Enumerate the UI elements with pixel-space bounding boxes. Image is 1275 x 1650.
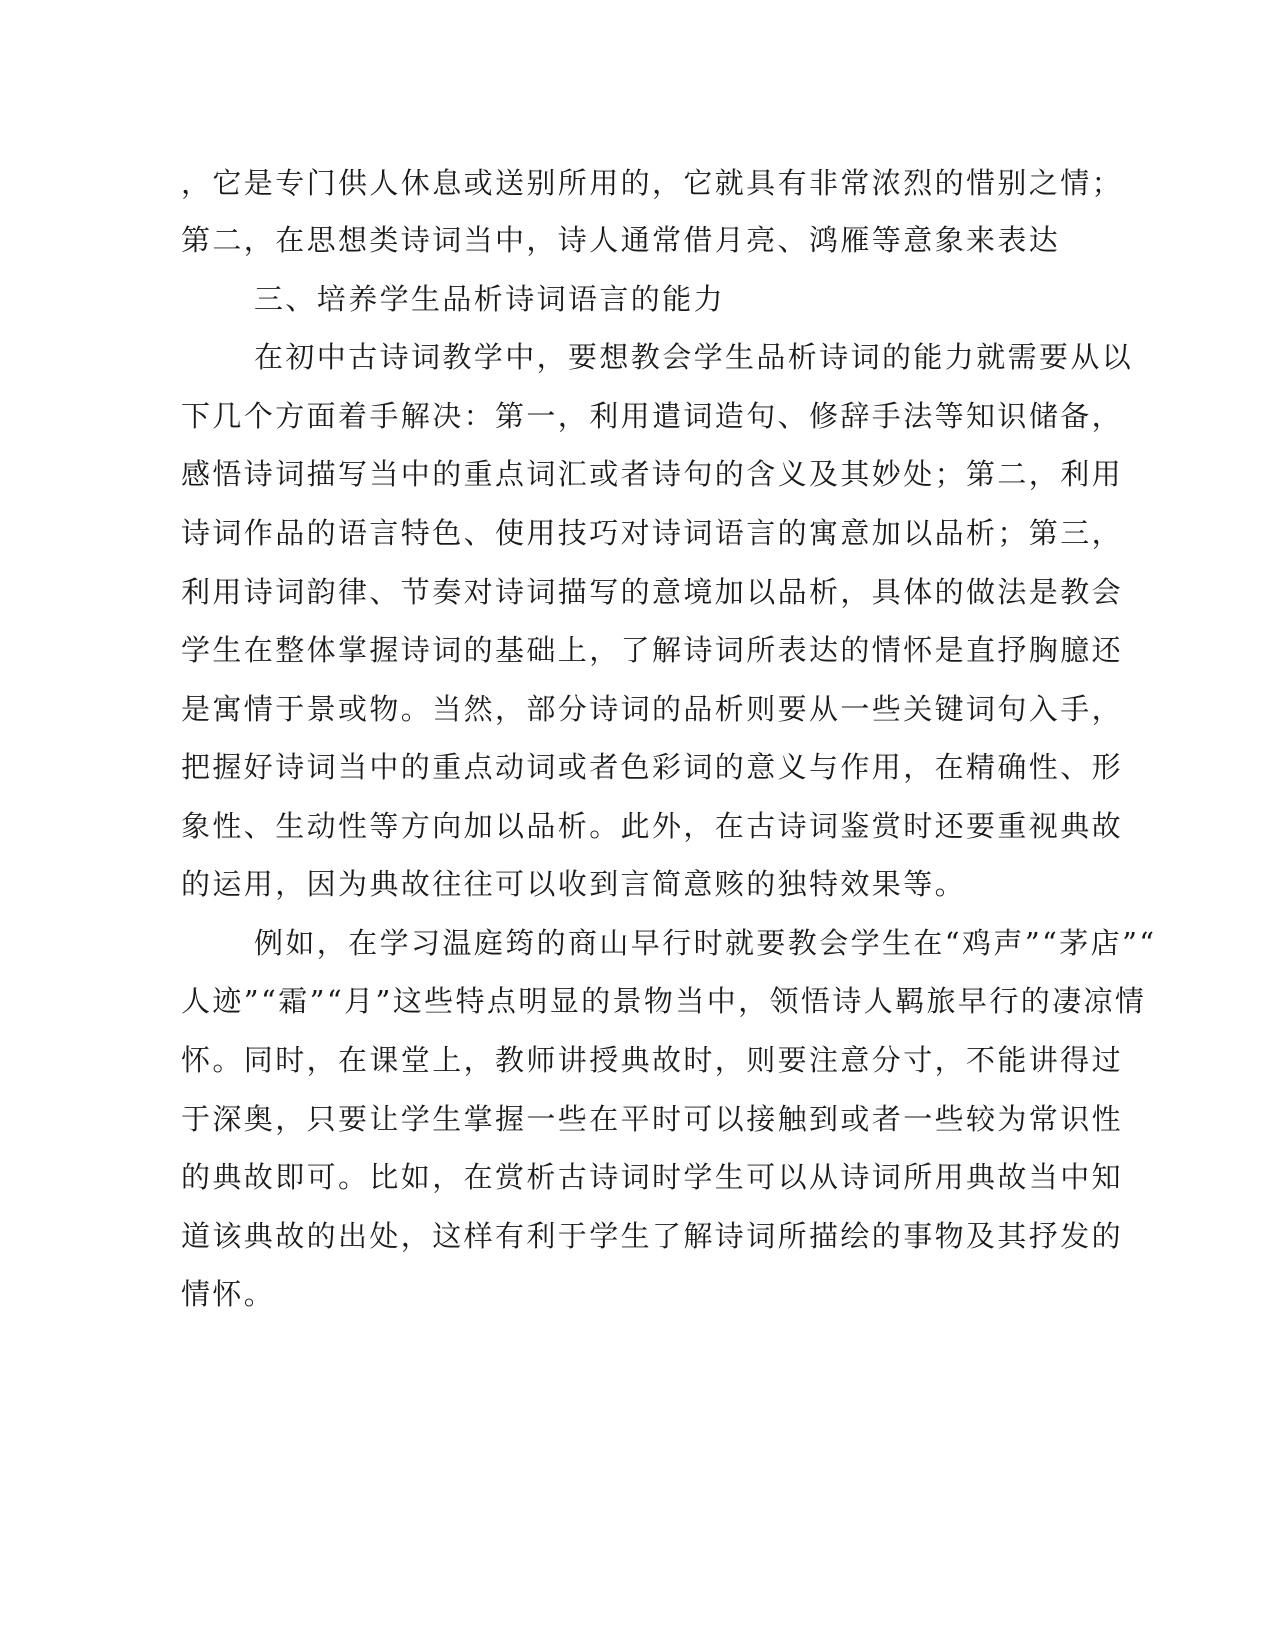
- text-line: 在初中古诗词教学中，要想教会学生品析诗词的能力就需要从以: [254, 340, 1134, 374]
- text-line: 把握好诗词当中的重点动词或者色彩词的意义与作用，在精确性、形: [181, 750, 1124, 784]
- text-line: 学生在整体掌握诗词的基础上，了解诗词所表达的情怀是直抒胸臆还: [181, 633, 1124, 667]
- text-line: 感悟诗词描写当中的重点词汇或者诗句的含义及其妙处；第二，利用: [181, 457, 1124, 491]
- text-line: ，它是专门供人休息或送别所用的，它就具有非常浓烈的惜别之情；: [181, 166, 1124, 200]
- text-line: 象性、生动性等方向加以品析。此外，在古诗词鉴赏时还要重视典故: [181, 809, 1124, 843]
- text-line: 下几个方面着手解决：第一，利用遣词造句、修辞手法等知识储备，: [181, 399, 1124, 433]
- text-line: 第二，在思想类诗词当中，诗人通常借月亮、鸿雁等意象来表达: [181, 223, 1061, 257]
- text-line: 情怀。: [181, 1277, 276, 1311]
- text-line: 道该典故的出处，这样有利于学生了解诗词所描绘的事物及其抒发的: [181, 1219, 1124, 1253]
- text-line: 人迹”“霜”“月”这些特点明显的景物当中，领悟诗人羁旅早行的凄凉情: [181, 984, 1147, 1018]
- text-line: 的运用，因为典故往往可以收到言简意赅的独特效果等。: [181, 867, 967, 901]
- text-line: 于深奥，只要让学生掌握一些在平时可以接触到或者一些较为常识性: [181, 1102, 1124, 1136]
- text-line: 例如，在学习温庭筠的商山早行时就要教会学生在“鸡声”“茅店”“: [254, 926, 1157, 960]
- text-line: 是寓情于景或物。当然，部分诗词的品析则要从一些关键词句入手，: [181, 692, 1124, 726]
- text-line: 利用诗词韵律、节奏对诗词描写的意境加以品析，具体的做法是教会: [181, 575, 1124, 609]
- section-heading: 三、培养学生品析诗词语言的能力: [254, 282, 726, 316]
- text-line: 诗词作品的语言特色、使用技巧对诗词语言的寓意加以品析；第三，: [181, 516, 1124, 550]
- text-line: 怀。同时，在课堂上，教师讲授典故时，则要注意分寸，不能讲得过: [181, 1043, 1124, 1077]
- text-line: 的典故即可。比如，在赏析古诗词时学生可以从诗词所用典故当中知: [181, 1160, 1124, 1194]
